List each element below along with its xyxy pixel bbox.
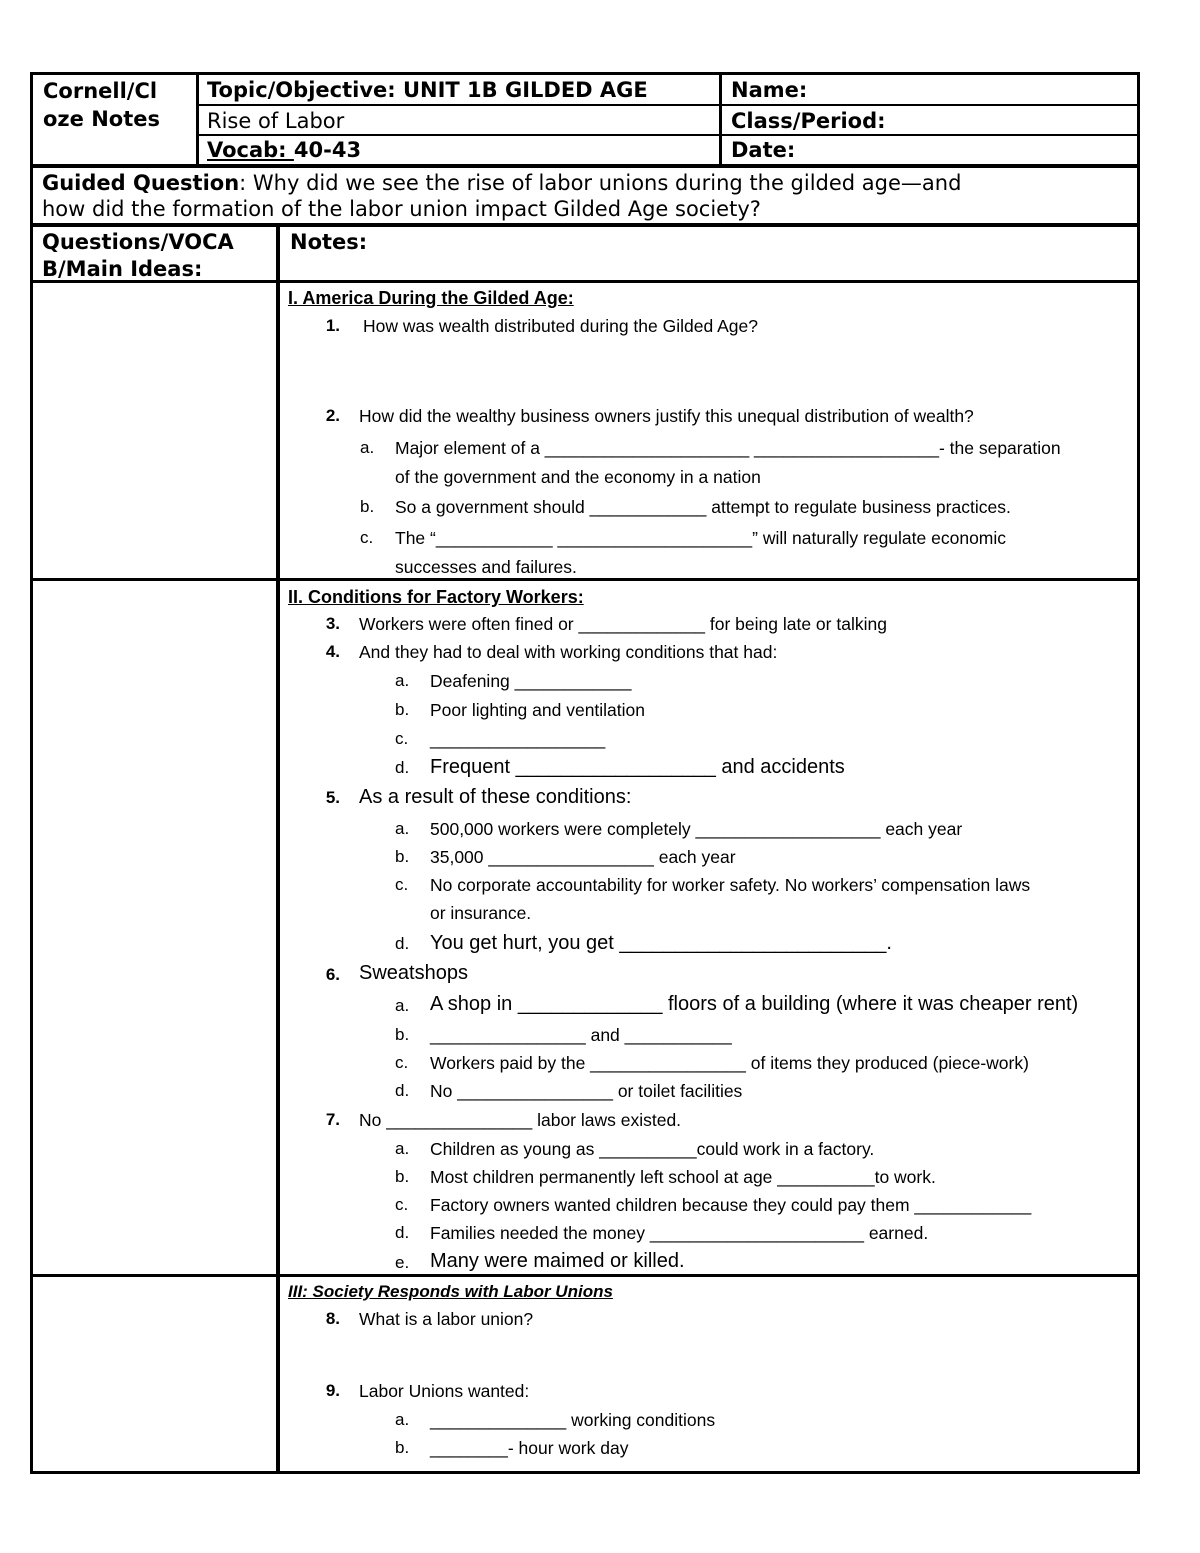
q4a-text: Deafening ____________ [430,671,632,691]
q9a-letter: a. [395,1410,410,1429]
subtopic: Rise of Labor [207,109,345,133]
q5c-text-1: No corporate accountability for worker safety. No workers’ compensation laws [430,875,1031,895]
vocab-label: Vocab: [207,138,294,162]
q4-number: 4. [325,642,340,661]
class-period-label: Class/Period: [731,109,886,133]
header-divider-left [196,75,199,164]
q1-number: 1. [325,316,340,335]
q3-number: 3. [325,614,340,633]
section1-title: I. America During the Gilded Age: [288,288,574,308]
q7b-letter: b. [395,1167,410,1186]
q6c-text: Workers paid by the ________________ of items they produced (piece-work) [430,1053,1029,1073]
q5d-text: You get hurt, you get ________________________. [430,932,892,954]
q2c-letter: c. [360,528,374,547]
q6d-text: No ________________ or toilet facilities [430,1081,743,1101]
q2a-text-1: Major element of a _____________________ ___________________- the separation [395,438,1061,458]
q1-text: How was wealth distributed during the Gilded Age? [363,316,758,336]
q6c-letter: c. [395,1053,409,1072]
q7-text: No _______________ labor laws existed. [359,1110,682,1130]
guided-question-label: Guided Question [42,171,240,195]
q7c-text: Factory owners wanted children because they could pay them ____________ [430,1195,1032,1215]
header-row-divider-1 [198,104,1137,106]
q4b-text: Poor lighting and ventilation [430,700,646,720]
q7b-text: Most children permanently left school at age __________to work. [430,1167,936,1187]
q9a-text: ______________ working conditions [430,1410,716,1430]
q6d-letter: d. [395,1081,410,1100]
notes-column-divider [276,227,280,1471]
header-row-divider-2 [198,134,1137,136]
questions-column-header-1: Questions/VOCA [42,230,234,254]
cornell-notes-sheet [30,72,1140,1474]
q8-text: What is a labor union? [359,1309,534,1329]
q5b-text: 35,000 _________________ each year [430,847,736,867]
header-bottom-rule [33,164,1137,168]
q7a-letter: a. [395,1139,410,1158]
section2-bottom-rule [33,1274,1137,1277]
q4c-letter: c. [395,729,409,748]
q5a-text: 500,000 workers were completely ___________________ each year [430,819,963,839]
q4-text: And they had to deal with working conditions that had: [359,642,778,662]
section2-title: II. Conditions for Factory Workers: [288,587,584,607]
cornell-label-line2: oze Notes [43,107,160,131]
q6b-text: ________________ and ___________ [430,1025,732,1045]
q4d-text: Frequent __________________ and accidents [430,756,845,778]
section3-title: III: Society Responds with Labor Unions [288,1282,613,1301]
questions-column-header-2: B/Main Ideas: [42,257,203,281]
q4c-text: __________________ [430,729,606,749]
q2a-text-2: of the government and the economy in a nation [395,467,761,487]
q4b-letter: b. [395,700,410,719]
q6-number: 6. [325,965,340,984]
q4d-letter: d. [395,758,410,777]
q6a-letter: a. [395,996,410,1015]
q2-text: How did the wealthy business owners justify this unequal distribution of wealth? [359,406,974,426]
guided-question-text-1: : Why did we see the rise of labor unions during the gilded age—and [239,171,962,195]
q5b-letter: b. [395,847,410,866]
q2b-text: So a government should ____________ attempt to regulate business practices. [395,497,1011,517]
section1-bottom-rule [33,578,1137,581]
q2a-letter: a. [360,438,375,457]
q9b-text: ________- hour work day [430,1438,629,1458]
cornell-label-line1: Cornell/Cl [43,79,158,103]
q4a-letter: a. [395,671,410,690]
q6-text: Sweatshops [359,962,468,984]
guided-question-bottom-rule [33,223,1137,227]
q7e-letter: e. [395,1253,410,1272]
q9-text: Labor Unions wanted: [359,1381,530,1401]
q9-number: 9. [325,1381,340,1400]
guided-question [42,170,961,196]
q7-number: 7. [325,1110,340,1129]
notes-column-header: Notes: [290,230,368,254]
q6b-letter: b. [395,1025,410,1044]
q5c-text-2: or insurance. [430,903,532,923]
q5-number: 5. [325,788,340,807]
guided-question-text-2: how did the formation of the labor union impact Gilded Age society? [42,197,761,221]
name-label: Name: [731,78,808,102]
date-label: Date: [731,138,796,162]
q2-number: 2. [325,406,340,425]
header-divider-right [719,75,722,164]
q5d-letter: d. [395,934,410,953]
vocab-value: 40-43 [293,138,362,162]
q3-text: Workers were often fined or _____________ for being late or talking [359,614,887,634]
q7d-letter: d. [395,1223,410,1242]
q7e-text: Many were maimed or killed. [430,1250,685,1272]
vocab [207,137,361,163]
q2b-letter: b. [360,497,375,516]
q8-number: 8. [325,1309,340,1328]
q7a-text: Children as young as __________could work in a factory. [430,1139,875,1159]
topic-objective: Topic/Objective: UNIT 1B GILDED AGE [207,78,648,102]
q5a-letter: a. [395,819,410,838]
q9b-letter: b. [395,1438,410,1457]
q5-text: As a result of these conditions: [359,786,632,808]
q2c-text-2: successes and failures. [395,557,577,577]
q6a-text: A shop in _____________ floors of a building (where it was cheaper rent) [430,993,1079,1015]
q7d-text: Families needed the money ______________________ earned. [430,1223,929,1243]
q2c-text-1: The “____________ ____________________” will naturally regulate economic [395,528,1007,548]
q7c-letter: c. [395,1195,409,1214]
q5c-letter: c. [395,875,409,894]
